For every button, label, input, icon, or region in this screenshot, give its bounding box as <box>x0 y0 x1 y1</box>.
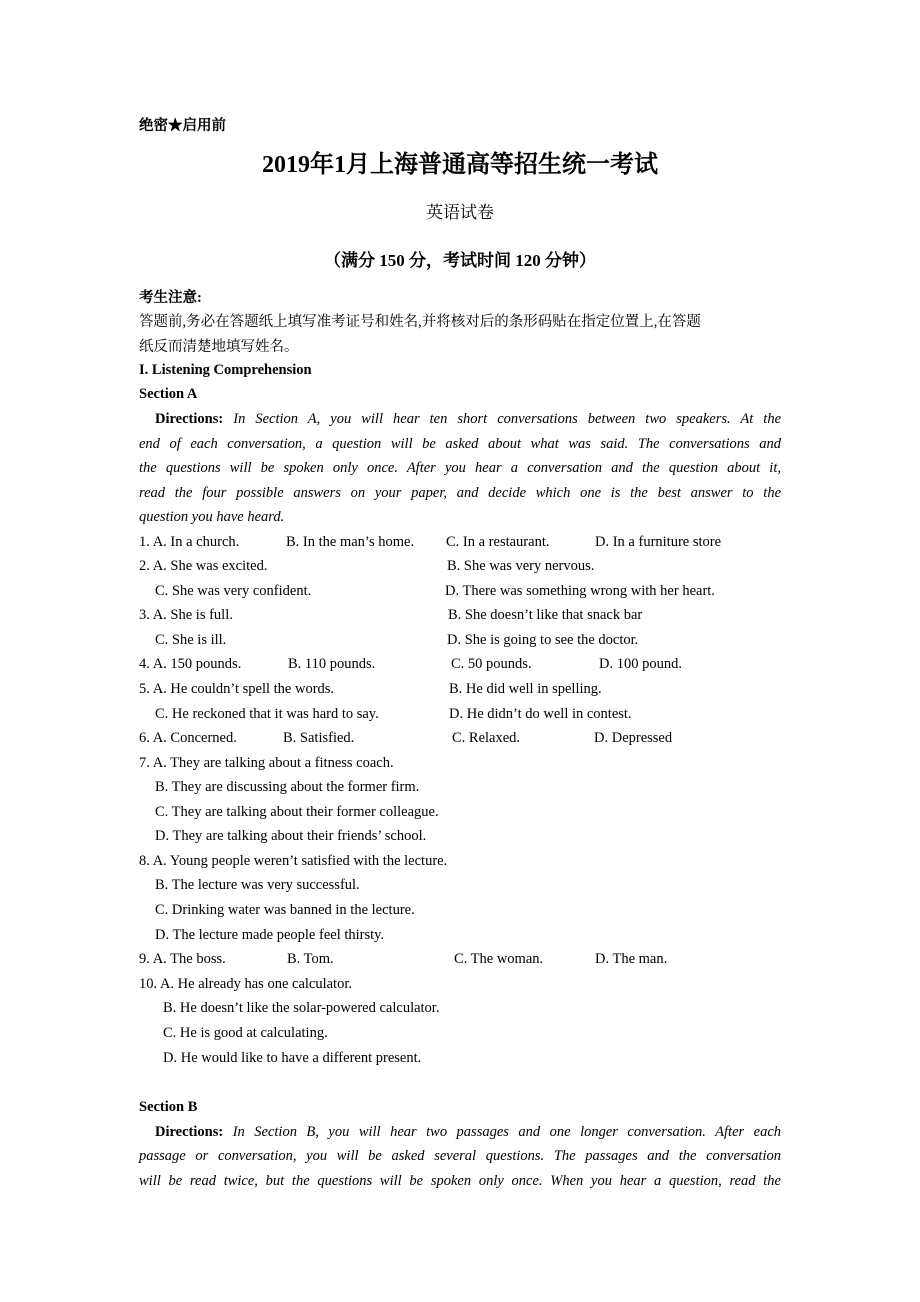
exam-subtitle: 英语试卷 <box>426 203 494 222</box>
question-8-option-d: D. The lecture made people feel thirsty. <box>155 927 385 943</box>
part-heading: I. Listening Comprehension <box>139 362 312 378</box>
question-10-option-d: D. He would like to have a different present. <box>163 1050 422 1066</box>
question-4-option-a: 4. A. 150 pounds. <box>139 656 242 672</box>
question-6-option-a: 6. A. Concerned. <box>139 730 237 746</box>
question-2-option-d: D. There was something wrong with her heart. <box>445 583 715 599</box>
section-a-heading: Section A <box>139 386 198 402</box>
question-3-option-b: B. She doesn’t like that snack bar <box>448 607 643 623</box>
question-5-option-d: D. He didn’t do well in contest. <box>449 706 632 722</box>
directions-label: Directions: <box>155 1124 224 1140</box>
question-7-option-c: C. They are talking about their former colleague. <box>155 804 439 820</box>
question-8-option-a: 8. A. Young people weren’t satisfied with the lecture. <box>139 853 448 869</box>
question-10-option-c: C. He is good at calculating. <box>163 1025 328 1041</box>
question-5-option-c: C. He reckoned that it was hard to say. <box>155 706 379 722</box>
directions-text: In Section B, you will hear two passages and one longer conversation. After each <box>232 1124 782 1140</box>
exam-title: 2019年1月上海普通高等招生统一考试 <box>262 152 658 178</box>
question-7-option-b: B. They are discussing about the former firm. <box>155 779 420 795</box>
question-9-option-b: B. Tom. <box>287 951 334 967</box>
notice-line: 答题前,务必在答题纸上填写准考证号和姓名,并将核对后的条形码贴在指定位置上,在答题 <box>139 314 701 330</box>
directions-line: the questions will be spoken only once. After you hear a conversation and the question about it, <box>139 460 781 476</box>
question-2-option-c: C. She was very confident. <box>155 583 312 599</box>
notice-line: 纸反而清楚地填写姓名。 <box>139 339 299 355</box>
question-1-option-d: D. In a furniture store <box>595 534 722 550</box>
question-4-option-c: C. 50 pounds. <box>451 656 532 672</box>
directions-line: end of each conversation, a question will be asked about what was said. The conversations and <box>139 436 781 452</box>
question-6-option-c: C. Relaxed. <box>452 730 521 746</box>
question-9-option-a: 9. A. The boss. <box>139 951 226 967</box>
question-3-option-c: C. She is ill. <box>155 632 227 648</box>
directions-line <box>155 409 781 429</box>
question-5-option-b: B. He did well in spelling. <box>449 681 602 697</box>
notice-heading: 考生注意: <box>139 290 202 306</box>
question-8-option-c: C. Drinking water was banned in the lecture. <box>155 902 415 918</box>
directions-line: will be read twice, but the questions will be spoken only once. When you hear a question, read the <box>139 1173 781 1189</box>
question-1-option-c: C. In a restaurant. <box>446 534 550 550</box>
question-1-option-b: B. In the man’s home. <box>286 534 415 550</box>
question-3-option-d: D. She is going to see the doctor. <box>447 632 639 648</box>
secret-mark: 绝密★启用前 <box>139 118 226 134</box>
question-7-option-d: D. They are talking about their friends’ school. <box>155 828 427 844</box>
directions-line: question you have heard. <box>139 509 285 525</box>
directions-line: passage or conversation, you will be asked several questions. The passages and the conversation <box>139 1148 781 1164</box>
directions-line <box>155 1122 781 1142</box>
question-5-option-a: 5. A. He couldn’t spell the words. <box>139 681 335 697</box>
question-2-option-b: B. She was very nervous. <box>447 558 595 574</box>
question-6-option-d: D. Depressed <box>594 730 673 746</box>
score-time: （满分 150 分，考试时间 120 分钟） <box>324 251 596 270</box>
question-3-option-a: 3. A. She is full. <box>139 607 233 623</box>
question-1-option-a: 1. A. In a church. <box>139 534 240 550</box>
directions-text: In Section A, you will hear ten short conversations between two speakers. At the <box>233 411 782 427</box>
question-7-option-a: 7. A. They are talking about a fitness coach. <box>139 755 394 771</box>
question-4-option-d: D. 100 pound. <box>599 656 682 672</box>
question-4-option-b: B. 110 pounds. <box>288 656 376 672</box>
section-b-heading: Section B <box>139 1099 198 1115</box>
question-10-option-a: 10. A. He already has one calculator. <box>139 976 352 992</box>
directions-line: read the four possible answers on your paper, and decide which one is the best answer to the <box>139 485 781 501</box>
directions-label: Directions: <box>155 411 224 427</box>
question-9-option-d: D. The man. <box>595 951 668 967</box>
question-8-option-b: B. The lecture was very successful. <box>155 877 360 893</box>
question-2-option-a: 2. A. She was excited. <box>139 558 268 574</box>
question-9-option-c: C. The woman. <box>454 951 544 967</box>
question-6-option-b: B. Satisfied. <box>283 730 355 746</box>
question-10-option-b: B. He doesn’t like the solar-powered calculator. <box>163 1000 440 1016</box>
